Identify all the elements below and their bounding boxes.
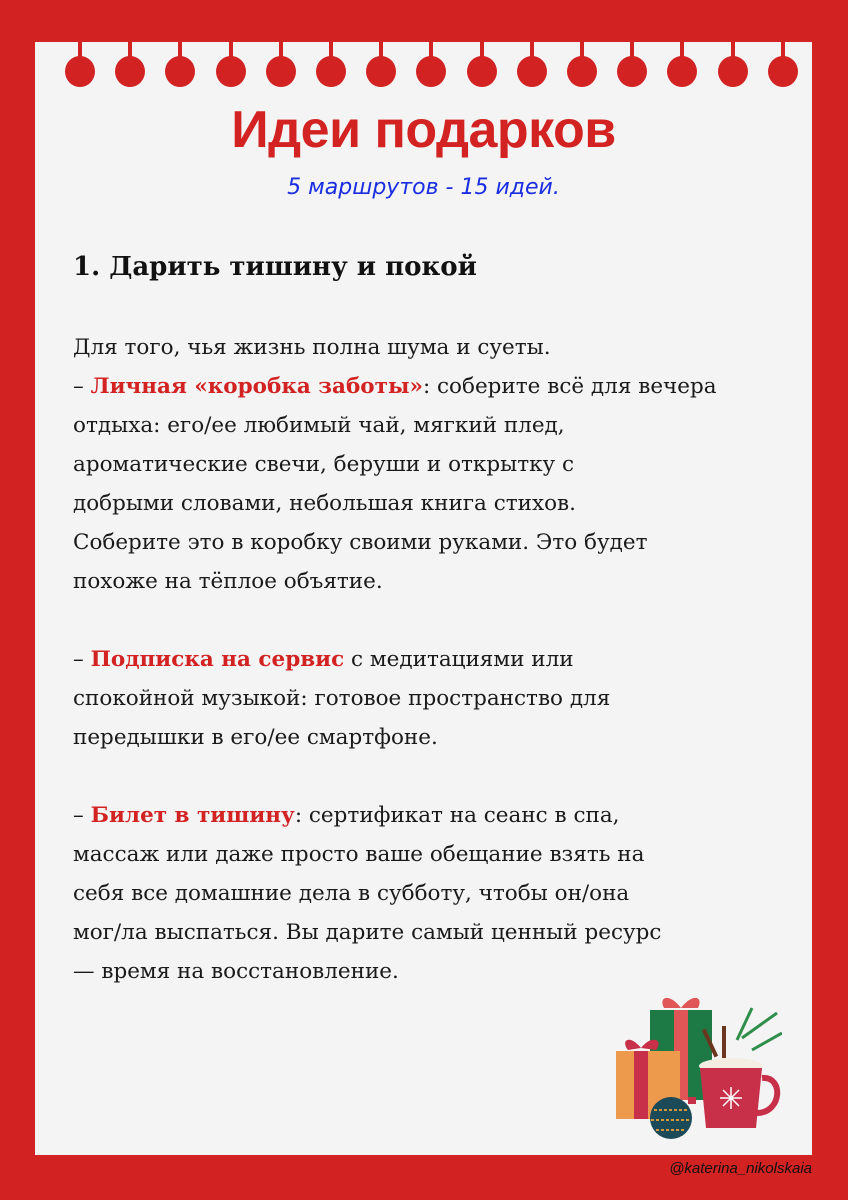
line-text: Для того, чья жизнь полна шума и суеты. [73, 335, 551, 360]
line-text: массаж или даже просто ваше обещание взять на [73, 842, 645, 867]
line-text: – [73, 647, 91, 672]
christmas-gifts-mug-illustration [612, 988, 782, 1140]
binding-ring [366, 42, 396, 87]
binding-ring [667, 42, 697, 87]
section-heading: 1. Дарить тишину и покой [73, 252, 477, 282]
text-line [73, 679, 793, 718]
line-text: с медитациями или [344, 647, 574, 672]
text-line [73, 445, 793, 484]
text-line [73, 874, 793, 913]
text-line [73, 328, 793, 367]
text-line [73, 640, 793, 679]
line-text: ароматические свечи, беруши и открытку с [73, 452, 575, 477]
text-line [73, 913, 793, 952]
binding-ring [617, 42, 647, 87]
highlighted-gift-idea: Личная «коробка заботы» [90, 374, 423, 399]
paragraph [73, 328, 793, 601]
text-line [73, 406, 793, 445]
author-handle: @katerina_nikolskaia [669, 1160, 812, 1177]
pine-branch-icon [737, 1008, 782, 1050]
binding-ring [467, 42, 497, 87]
binding-ring [517, 42, 547, 87]
line-text: спокойной музыкой: готовое пространство для [73, 686, 611, 711]
text-line [73, 367, 793, 406]
binding-ring [316, 42, 346, 87]
binding-ring [768, 42, 798, 87]
text-line [73, 835, 793, 874]
text-line [73, 952, 793, 991]
line-text: — время на восстановление. [73, 959, 399, 984]
binding-ring [718, 42, 748, 87]
line-text: передышки в его/ее смартфоне. [73, 725, 438, 750]
paragraph [73, 796, 793, 991]
paragraph [73, 640, 793, 757]
line-text: себя все домашние дела в субботу, чтобы он/она [73, 881, 630, 906]
page-subtitle: 5 маршрутов - 15 идей. [287, 175, 560, 200]
line-text: добрыми словами, небольшая книга стихов. [73, 491, 576, 516]
text-line [73, 796, 793, 835]
binding-ring [115, 42, 145, 87]
highlighted-gift-idea: Билет в тишину [90, 803, 295, 828]
text-line [73, 718, 793, 757]
binding-ring [165, 42, 195, 87]
line-text: мог/ла выспаться. Вы дарите самый ценный ресурс [73, 920, 662, 945]
text-line [73, 562, 793, 601]
line-text: : соберите всё для вечера [422, 374, 717, 399]
line-text: Соберите это в коробку своими руками. Это будет [73, 530, 648, 555]
text-line [73, 523, 793, 562]
line-text: отдыха: его/ее любимый чай, мягкий плед, [73, 413, 565, 438]
binding-ring [216, 42, 246, 87]
line-text: – [73, 803, 91, 828]
line-text: : сертификат на сеанс в спа, [294, 803, 620, 828]
page-title: Идеи подарков [231, 101, 616, 159]
binding-ring [416, 42, 446, 87]
section-body [73, 328, 793, 991]
binding-ring [65, 42, 95, 87]
text-line [73, 484, 793, 523]
highlighted-gift-idea: Подписка на сервис [90, 647, 345, 672]
ornament-ball-icon [650, 1097, 696, 1139]
binding-ring [266, 42, 296, 87]
line-text: – [73, 374, 91, 399]
binding-ring [567, 42, 597, 87]
line-text: похоже на тёплое объятие. [73, 569, 383, 594]
